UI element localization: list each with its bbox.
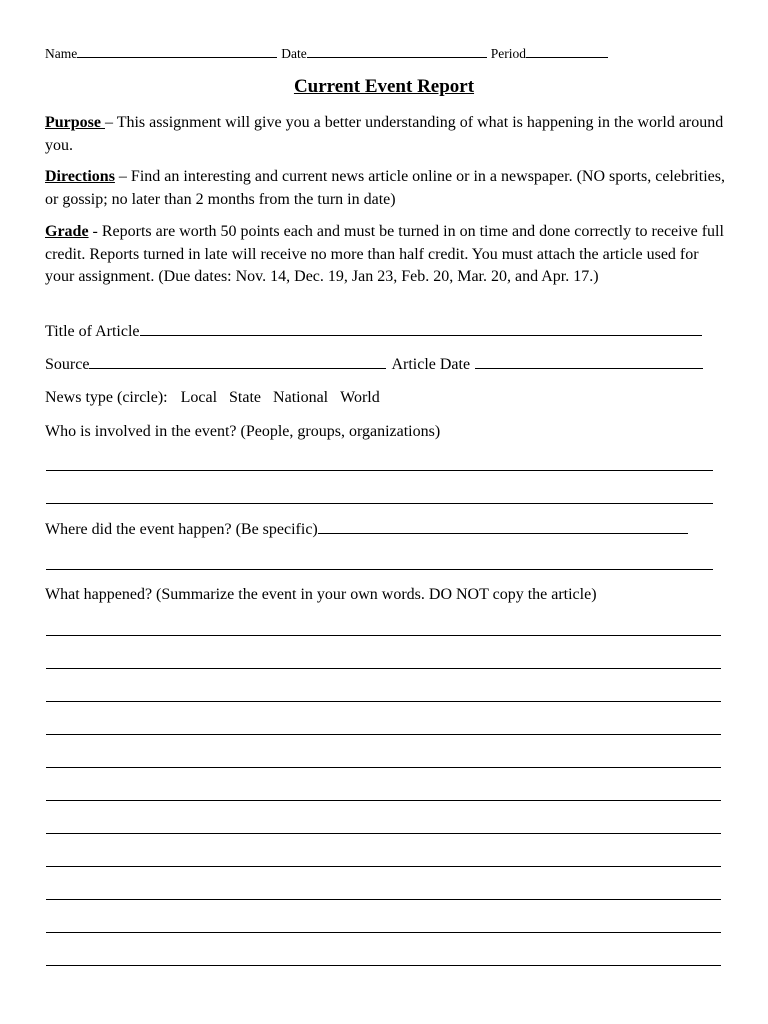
purpose-label: Purpose <box>45 114 105 131</box>
who-answer-line[interactable] <box>46 503 713 504</box>
what-answer-line[interactable] <box>46 932 721 933</box>
news-type-national[interactable]: National <box>273 389 329 406</box>
who-question-text: Who is involved in the event? (People, groups, organizations) <box>45 423 441 440</box>
title-of-article-field[interactable] <box>140 322 702 336</box>
who-answer-line[interactable] <box>46 470 713 471</box>
what-answer-line[interactable] <box>46 965 721 966</box>
directions-label: Directions <box>45 168 115 185</box>
where-answer-field[interactable] <box>318 520 688 534</box>
source-field[interactable] <box>89 355 386 369</box>
name-field[interactable] <box>77 46 277 58</box>
what-answer-line[interactable] <box>46 701 721 702</box>
title-of-article-label: Title of Article <box>45 323 140 340</box>
news-type-local[interactable]: Local <box>180 389 218 406</box>
purpose-text: – This assignment will give you a better understanding of what is happening in the world around you. <box>45 114 724 154</box>
what-answer-line[interactable] <box>46 635 721 636</box>
grade-label: Grade <box>45 223 89 240</box>
directions-text: – Find an interesting and current news article online or in a newspaper. (NO sports, celebrities, or gossip; no later than 2 months from the turn in date) <box>45 168 725 208</box>
date-label: Date <box>281 46 307 61</box>
news-type-label: News type (circle): <box>45 389 168 406</box>
what-question-text: What happened? (Summarize the event in your own words. DO NOT copy the article) <box>45 586 597 603</box>
news-type-state[interactable]: State <box>229 389 262 406</box>
what-answer-line[interactable] <box>46 833 721 834</box>
who-question <box>45 421 440 443</box>
what-answer-line[interactable] <box>46 866 721 867</box>
source-label: Source <box>45 356 90 373</box>
date-field[interactable] <box>307 46 487 58</box>
directions-paragraph <box>45 166 729 211</box>
what-answer-line[interactable] <box>46 767 721 768</box>
grade-text: - Reports are worth 50 points each and must be turned in on time and done correctly to receive full credit. Reports turned in late will receive no more than half credit. You must attach the article used for your assignment. (Due dates: Nov. 14, Dec. 19, Jan 23, Feb. 20, Mar. 20, and Apr. 17.) <box>45 223 724 285</box>
name-label: Name <box>45 46 78 61</box>
what-answer-line[interactable] <box>46 800 721 801</box>
article-date-field[interactable] <box>475 355 703 369</box>
period-label: Period <box>490 46 526 61</box>
where-question-text: Where did the event happen? (Be specific) <box>45 521 318 538</box>
where-question <box>45 519 688 541</box>
what-answer-line[interactable] <box>46 899 721 900</box>
period-field[interactable] <box>526 46 608 58</box>
grade-paragraph <box>45 221 729 289</box>
title-of-article-row <box>45 321 702 343</box>
header-fields <box>45 46 612 62</box>
page-title: Current Event Report <box>293 76 475 97</box>
what-answer-line[interactable] <box>46 668 721 669</box>
news-type-row <box>45 387 380 409</box>
source-row <box>45 354 703 376</box>
news-type-world[interactable]: World <box>340 389 380 406</box>
what-answer-line[interactable] <box>46 734 721 735</box>
article-date-label: Article Date <box>391 356 471 373</box>
purpose-paragraph <box>45 112 729 157</box>
what-question <box>45 584 597 606</box>
where-answer-line[interactable] <box>46 569 713 570</box>
